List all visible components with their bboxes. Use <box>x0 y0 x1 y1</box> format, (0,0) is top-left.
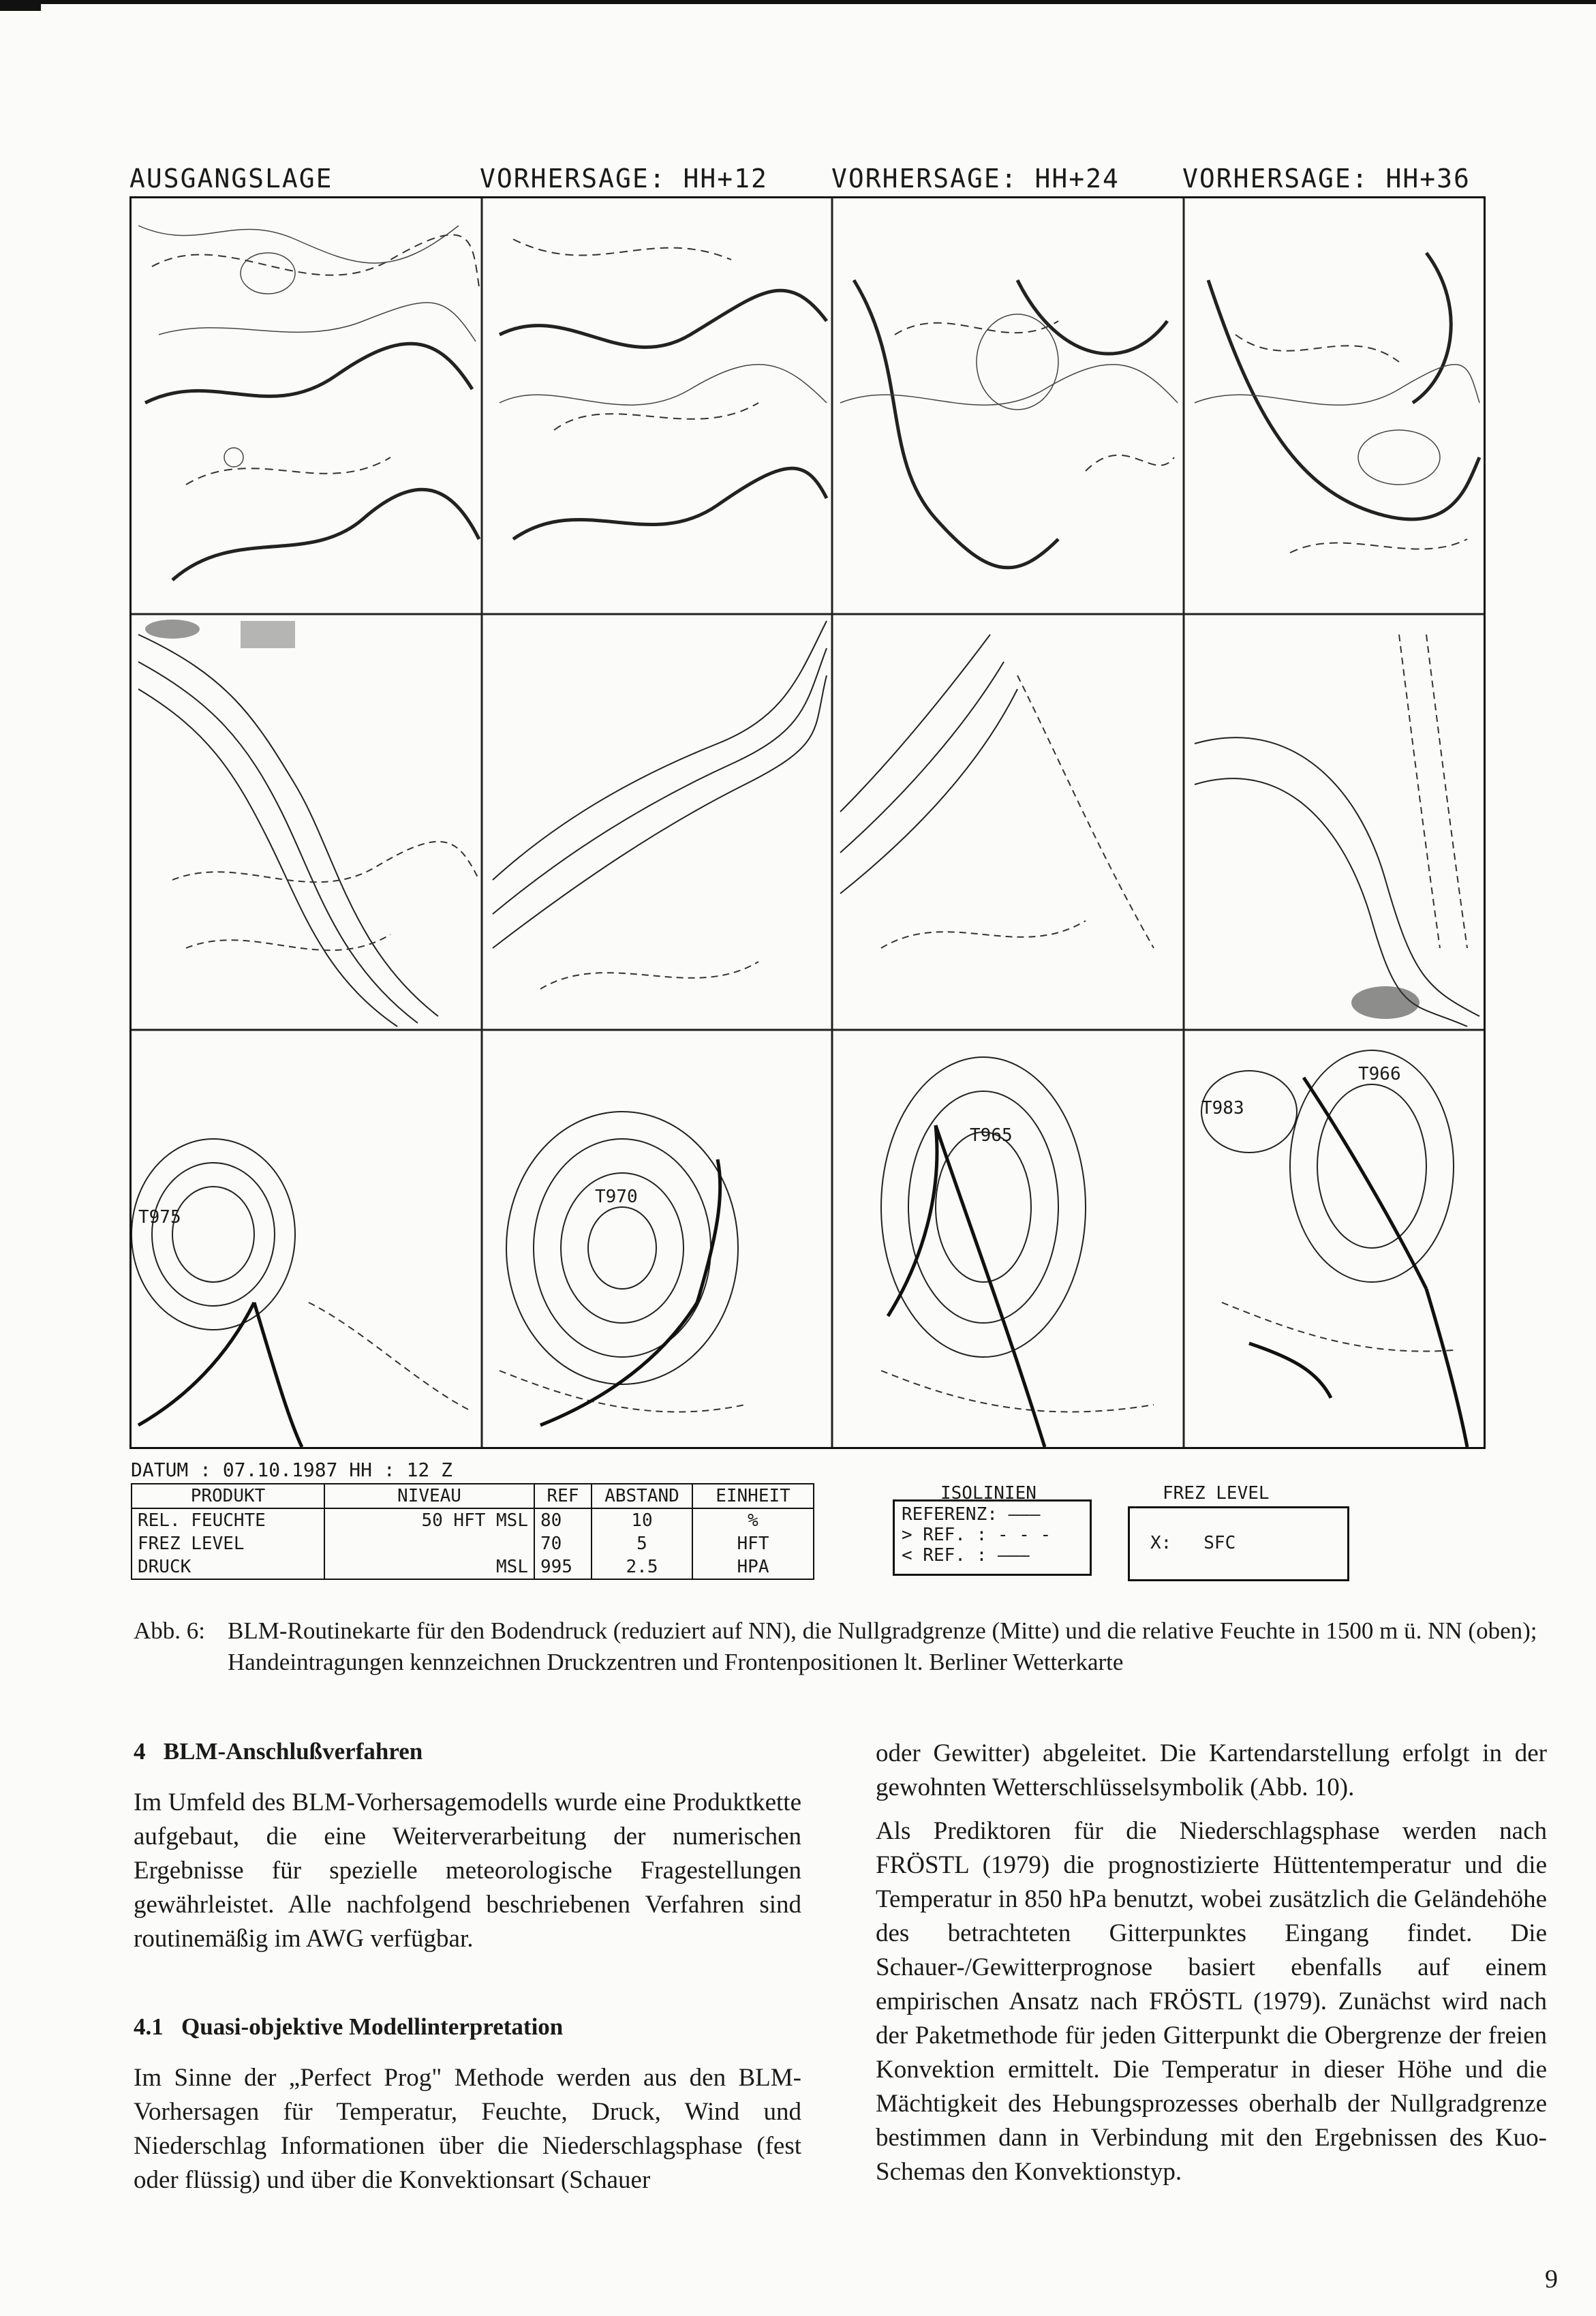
section-41-heading: 4.1 Quasi-objektive Modellinterpretation <box>134 2013 564 2040</box>
right-column <box>876 1737 1547 2189</box>
figure-caption <box>134 1615 1544 1678</box>
isolinien-title: ISOLINIEN <box>940 1483 1037 1504</box>
isolinien-line: < REF. : ——— <box>902 1545 1030 1566</box>
product-table <box>131 1483 814 1580</box>
table-row <box>132 1532 814 1555</box>
right-paragraph-2: Als Prediktoren für die Niederschlagsphase werden nach FRÖSTL (1979) die prognostizierte Hüttentemperatur und die Temperatur in 850 hPa benutzt, wobei zusätzlich die Geländehöhe des betrachteten Gitterpunktes Eingang findet. Die Schauer-/Gewitterprognose basiert ebenfalls auf einem empirischen Ansatz nach FRÖSTL (1979). Zunächst wird nach der Paketmethode für jeden Gitterpunkt die Obergrenze der freien Konvektion ermittelt. Die Temperatur in dieser Höhe und die Mächtigkeit des Hebungsprozesses oberhalb der Nullgradgrenze bestimmen dann in Verbindung mit den Ergebnissen des Kuo-Schemas den Konvektionstyp. <box>876 1817 1547 2186</box>
cell-ref: 995 <box>534 1555 592 1579</box>
pressure-label-2: T970 <box>595 1187 638 1207</box>
weather-map-figure <box>132 198 1484 1447</box>
isolinien-line: REFERENZ: ——— <box>902 1504 1041 1525</box>
cell-niveau <box>324 1532 534 1555</box>
left-column <box>134 1737 801 2197</box>
cell-abstand: 5 <box>592 1532 692 1555</box>
datum-line: DATUM : 07.10.1987 HH : 12 Z <box>131 1459 453 1481</box>
frez-level-value: X: SFC <box>1150 1533 1236 1553</box>
pressure-label-3: T965 <box>970 1125 1013 1146</box>
section-41-paragraph: Im Sinne der „Perfect Prog" Methode werden aus den BLM-Vorhersagen für Temperatur, Feuchte, Druck, Wind und Niederschlag Informationen über die Niederschlagsphase (fest oder flüssig) und über die Konvektionsart (Schauer <box>134 2064 801 2194</box>
cell-einheit: HPA <box>692 1555 814 1579</box>
header-hh24: VORHERSAGE: HH+24 <box>831 164 1120 194</box>
col-ref: REF <box>534 1484 592 1508</box>
frez-level-title: FREZ LEVEL <box>1163 1483 1270 1504</box>
col-einheit: EINHEIT <box>692 1484 814 1508</box>
pressure-label-5: T966 <box>1358 1064 1401 1084</box>
isolinien-box <box>893 1499 1092 1576</box>
table-row <box>132 1508 814 1532</box>
page-number: 9 <box>1545 2265 1558 2294</box>
isolinien-line: > REF. : - - - <box>902 1525 1052 1545</box>
map-headers <box>129 164 1486 194</box>
table-row <box>132 1555 814 1579</box>
section-4-heading: 4 BLM-Anschlußverfahren <box>134 1738 423 1765</box>
caption-text: BLM-Routinekarte für den Bodendruck (reduziert auf NN), die Nullgradgrenze (Mitte) und die relative Feuchte in 1500 m ü. NN (oben); Handeintragungen kennzeichnen Druckzentren und Frontenpositionen lt. Berliner Wetterkarte <box>228 1617 1537 1675</box>
cell-niveau: 50 HFT MSL <box>324 1508 534 1532</box>
cell-abstand: 2.5 <box>592 1555 692 1579</box>
cell-abstand: 10 <box>592 1508 692 1532</box>
cell-einheit: HFT <box>692 1532 814 1555</box>
col-niveau: NIVEAU <box>324 1484 534 1508</box>
pressure-label-4: T983 <box>1201 1098 1244 1118</box>
col-produkt: PRODUKT <box>132 1484 324 1508</box>
section-4-paragraph: Im Umfeld des BLM-Vorhersagemodells wurde eine Produktkette aufgebaut, die eine Weiterverarbeitung der numerischen Ergebnisse für spezielle meteorologische Fragestellungen gewährleistet. Alle nachfolgend beschriebenen Verfahren sind routinemäßig im AWG verfügbar. <box>134 1788 801 1953</box>
cell-niveau: MSL <box>324 1555 534 1579</box>
cell-produkt: FREZ LEVEL <box>132 1532 324 1555</box>
header-ausgangslage: AUSGANGSLAGE <box>129 164 333 194</box>
pressure-label-1: T975 <box>138 1207 181 1228</box>
cell-produkt: REL. FEUCHTE <box>132 1508 324 1532</box>
col-abstand: ABSTAND <box>592 1484 692 1508</box>
page-top-rule <box>0 0 1596 4</box>
frez-level-box <box>1128 1506 1349 1581</box>
cell-produkt: DRUCK <box>132 1555 324 1579</box>
caption-label: Abb. 6: <box>134 1617 205 1644</box>
cell-ref: 80 <box>534 1508 592 1532</box>
cell-einheit: % <box>692 1508 814 1532</box>
header-hh12: VORHERSAGE: HH+12 <box>480 164 768 194</box>
right-paragraph-1: oder Gewitter) abgeleitet. Die Kartendarstellung erfolgt in der gewohnten Wetterschlüsselsymbolik (Abb. 10). <box>876 1739 1547 1801</box>
header-hh36: VORHERSAGE: HH+36 <box>1182 164 1471 194</box>
weather-map-grid <box>129 196 1486 1449</box>
cell-ref: 70 <box>534 1532 592 1555</box>
